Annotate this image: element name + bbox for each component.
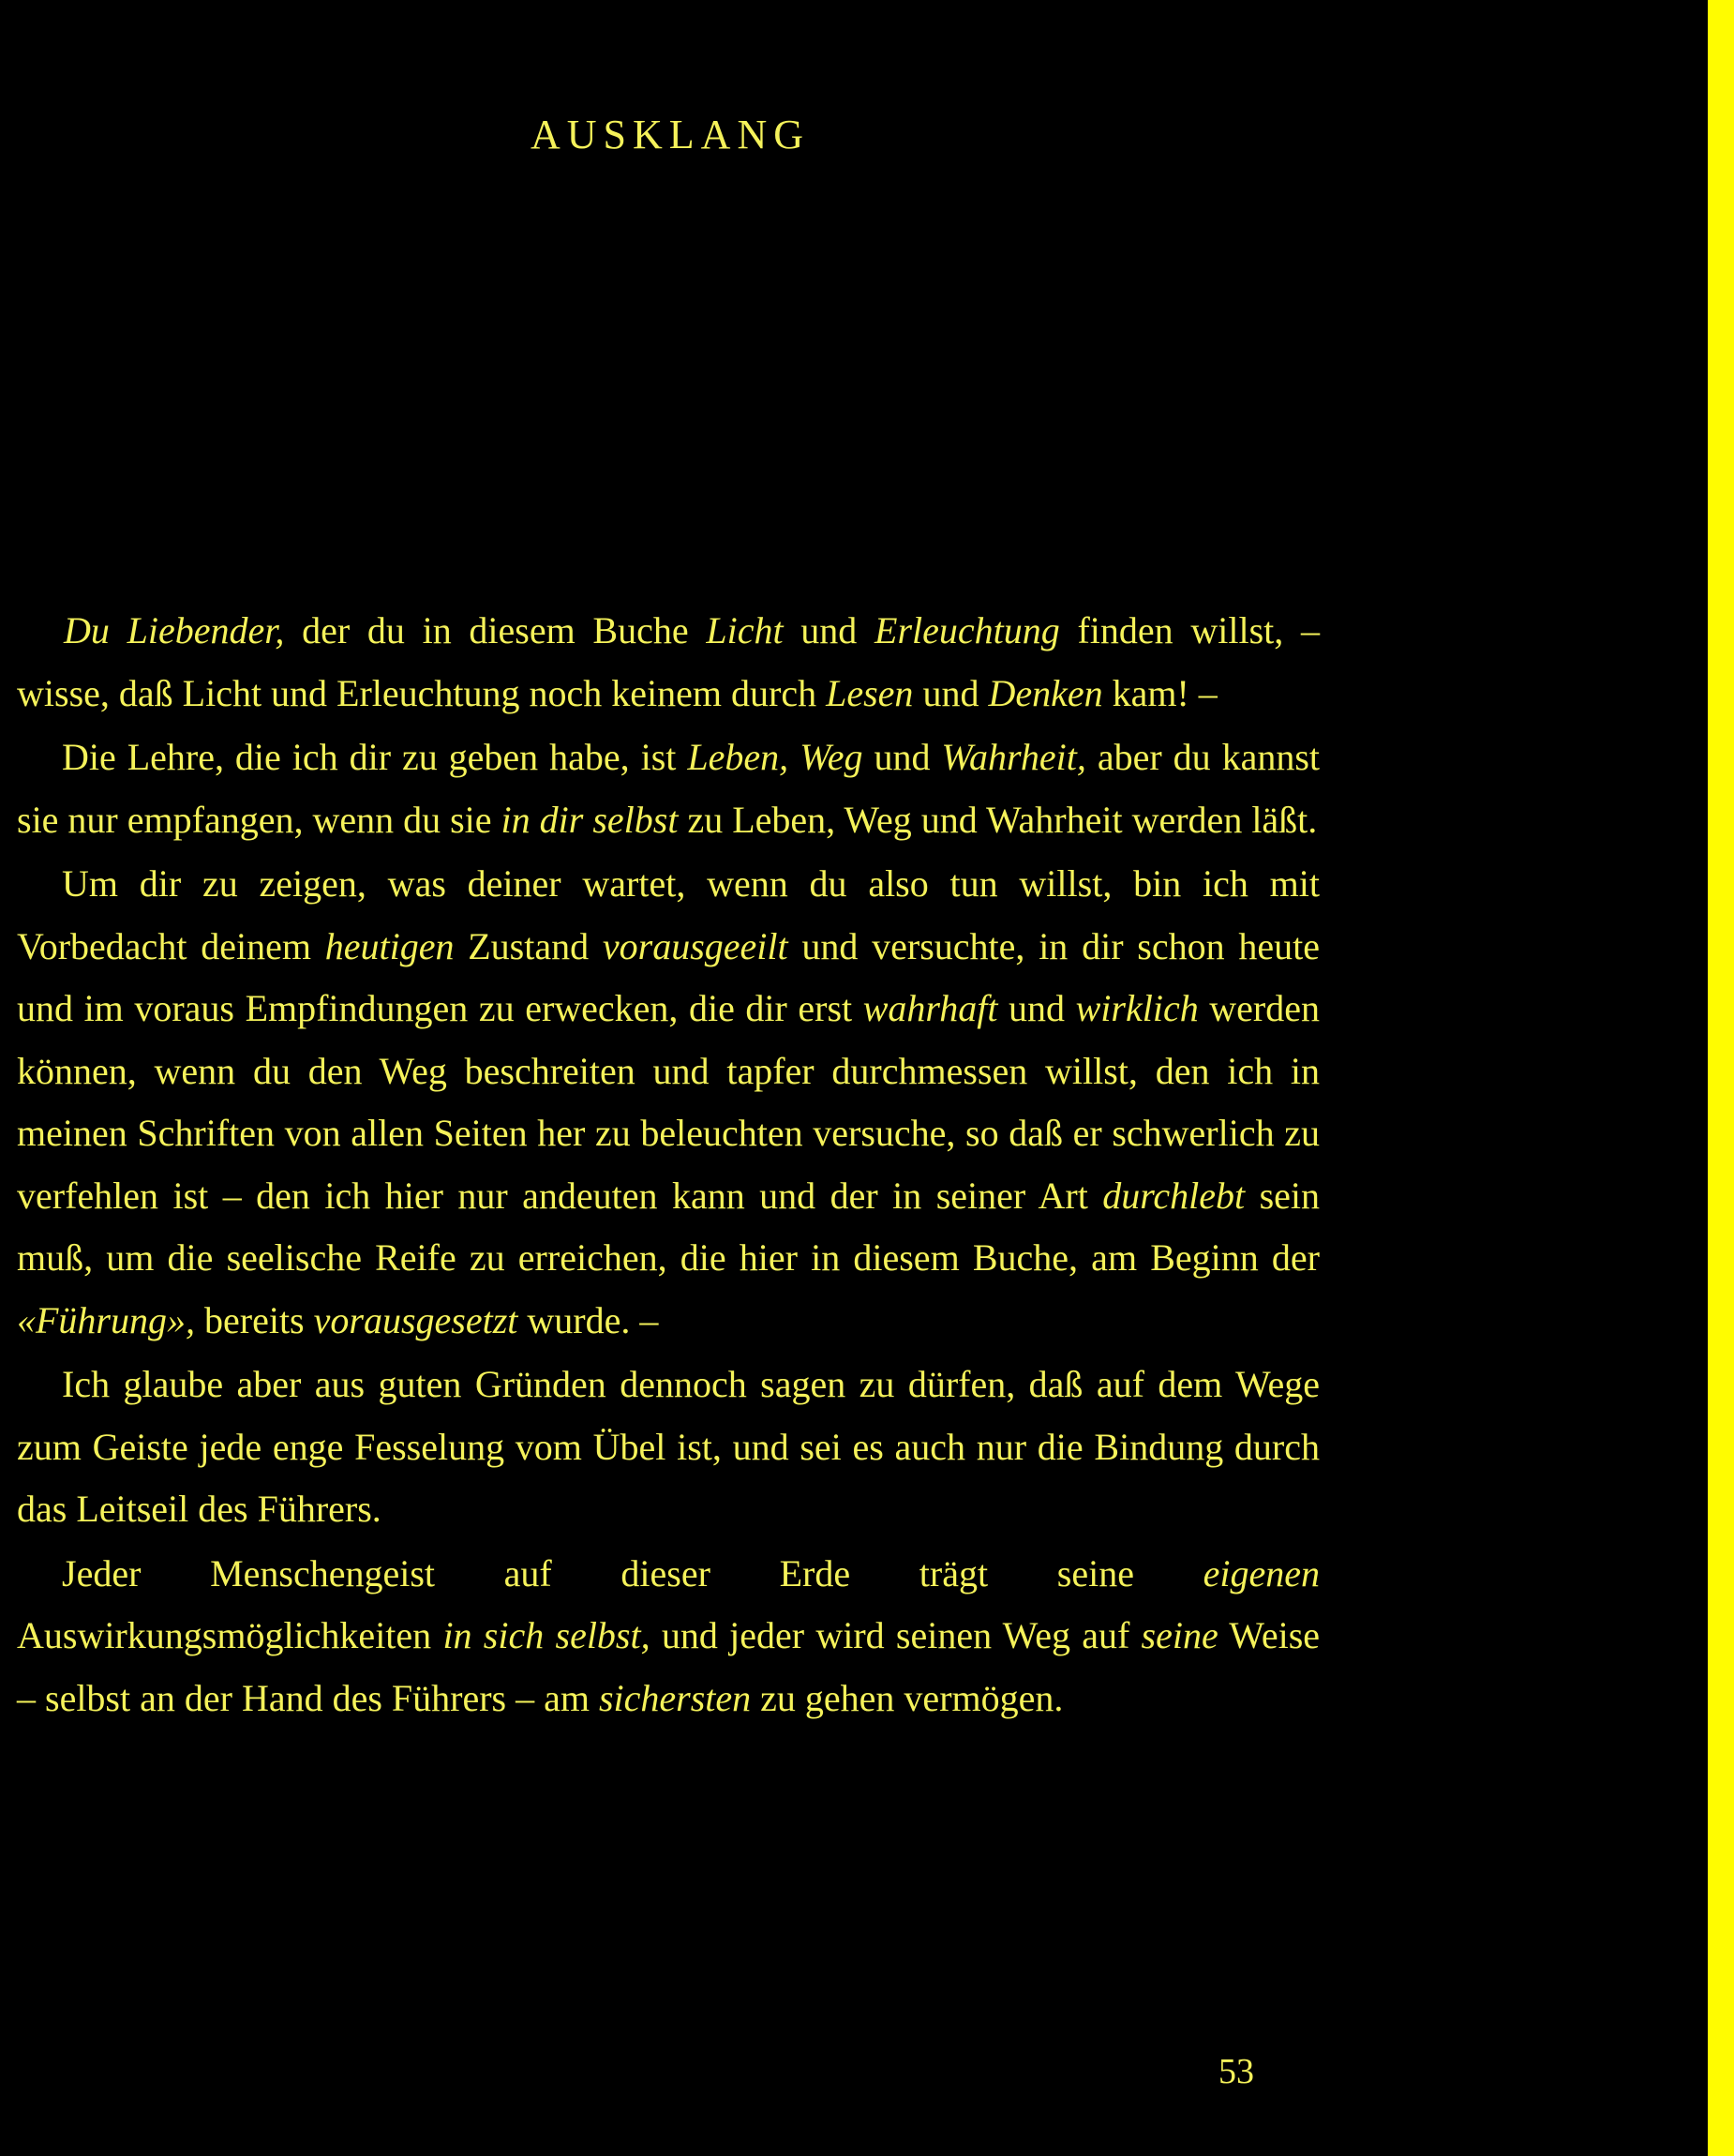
text-run: kam! – [1102, 671, 1218, 714]
text-run: Ich glaube aber aus guten Gründen dennoch sagen zu dürfen, daß auf dem Wege zum Geiste jede enge Fesselung vom Übel ist, und sei es auch nur die Bindung durch das Leitseil des Führers. [17, 1363, 1320, 1530]
text-run: der du in diesem Buche [284, 609, 707, 651]
text-run: finden willst, – wisse, daß Licht und Erleuchtung noch keinem durch [17, 609, 1320, 714]
text-run: und [997, 987, 1076, 1029]
emphasis: seine [1141, 1614, 1218, 1656]
emphasis: «Führung», [17, 1298, 195, 1341]
text-run: und [913, 671, 989, 714]
text-run: Weise – selbst an der Hand des Führers – am [17, 1614, 1321, 1719]
emphasis: heutigen [324, 924, 455, 967]
text-run: wurde. – [517, 1298, 659, 1341]
emphasis: wirklich [1075, 987, 1199, 1029]
page-edge-strip [1708, 0, 1734, 2156]
paragraph-5 [17, 1543, 1320, 1730]
text-run: werden können, wenn du den Weg beschreiten und tapfer durchmessen willst, den ich in meinen Schriften von allen Seiten her zu beleuchten versuche, so daß er schwerlich zu verfehlen ist – den ich hier nur andeuten kann und der in seiner Art [17, 987, 1320, 1217]
emphasis: Denken [988, 671, 1103, 714]
page-number: 53 [1218, 2052, 1254, 2091]
emphasis: vorausgeeilt [602, 924, 788, 967]
emphasis: Wahrheit, [941, 736, 1086, 778]
emphasis: sichersten [598, 1676, 752, 1719]
emphasis: in sich selbst, [442, 1614, 650, 1656]
emphasis: wahrhaft [862, 987, 998, 1029]
text-run: und [862, 736, 942, 778]
text-run: Auswirkungsmöglichkeiten [17, 1614, 443, 1656]
paragraph-2 [17, 726, 1320, 851]
text-run: Um dir zu zeigen, was deiner wartet, wenn du also tun willst, bin ich mit Vorbedacht deinem [17, 862, 1320, 967]
text-run: zu gehen vermögen. [751, 1676, 1064, 1719]
text-run: Zustand [454, 924, 603, 967]
emphasis: eigenen [1203, 1551, 1320, 1595]
paragraph-3 [17, 853, 1320, 1352]
text-run: Die Lehre, die ich dir zu geben habe, ist [62, 736, 688, 778]
text-run: Jeder Menschengeist auf dieser Erde trägt seine [62, 1551, 1203, 1595]
paragraph-1 [17, 600, 1320, 725]
text-run: bereits [195, 1298, 314, 1341]
emphasis: durchlebt [1102, 1174, 1246, 1217]
text-run: zu Leben, Weg und Wahrheit werden läßt. [678, 798, 1318, 841]
text-run: sein muß, um die seelische Reife zu erreichen, die hier in diesem Buche, am Beginn der [17, 1174, 1321, 1279]
emphasis: Lesen [826, 671, 914, 714]
emphasis: Erleuchtung [874, 609, 1060, 651]
text-run: und jeder wird seinen Weg auf [650, 1614, 1142, 1656]
text-run: aber du kannst sie nur empfangen, wenn du sie [17, 736, 1321, 841]
paragraph-4 [17, 1354, 1320, 1541]
emphasis: in dir selbst [501, 798, 679, 841]
emphasis: Leben, Weg [687, 736, 863, 778]
body-text [17, 600, 1320, 1731]
chapter-heading: AUSKLANG [531, 112, 810, 157]
emphasis: Licht [706, 609, 784, 651]
emphasis: vorausgesetzt [313, 1298, 518, 1341]
emphasis: Du Liebender, [64, 609, 285, 651]
text-run: und versuchte, in dir schon heute und im voraus Empfindungen zu erwecken, die dir erst [17, 924, 1320, 1029]
text-run: und [783, 609, 875, 651]
